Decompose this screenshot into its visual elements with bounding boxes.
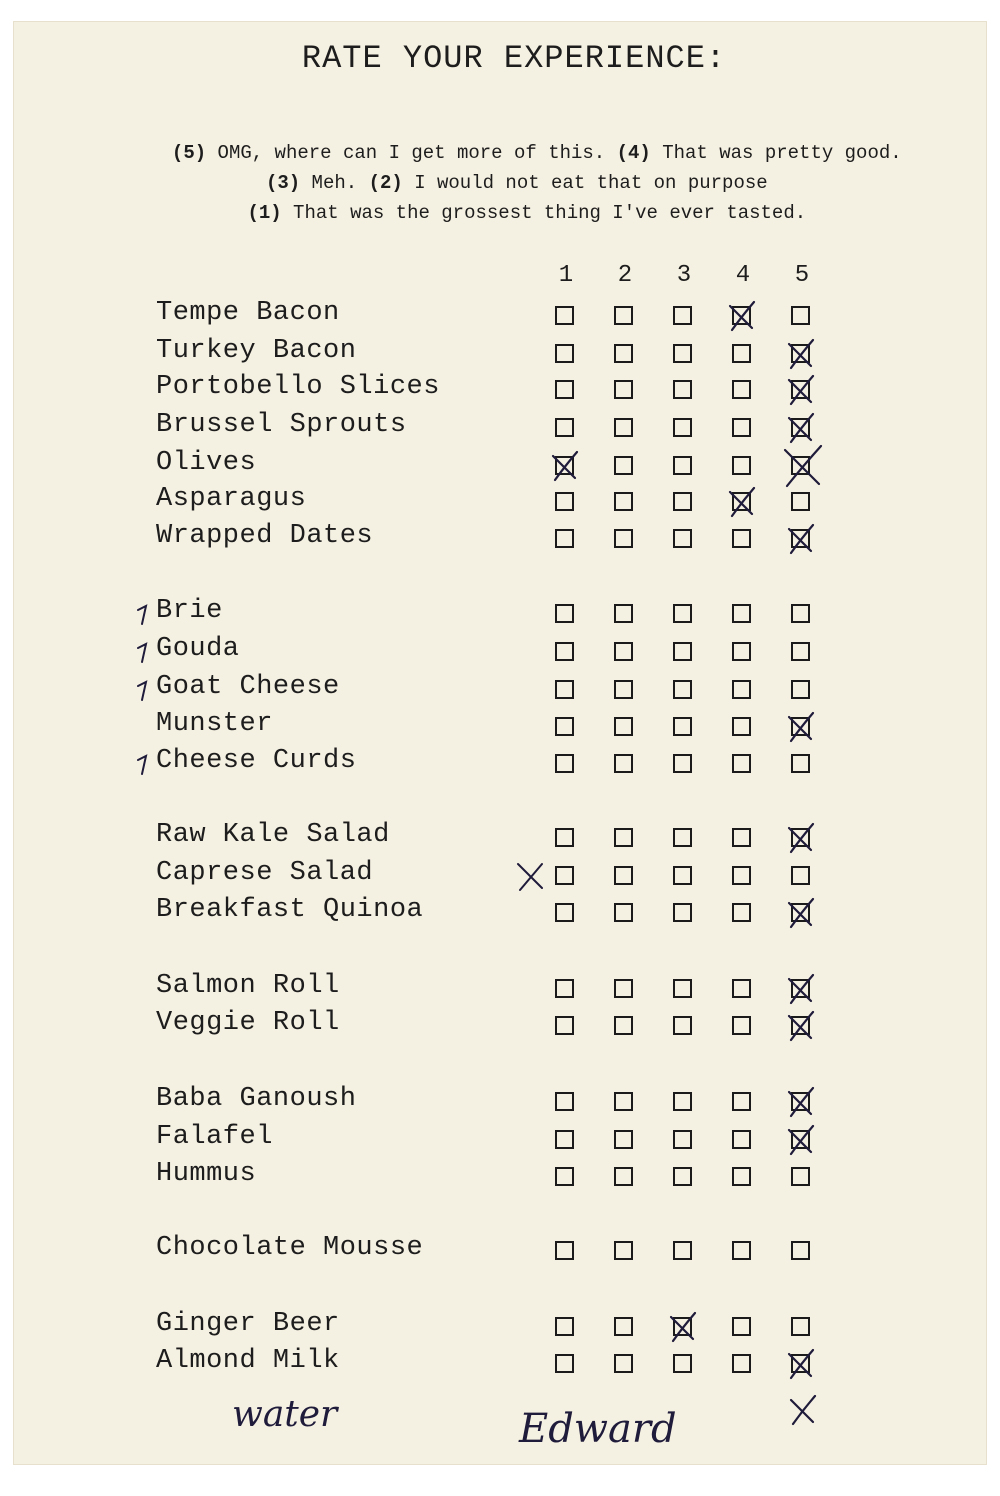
legend-4-number: (4) xyxy=(616,142,651,164)
handwritten-extra-item: water xyxy=(232,1394,338,1435)
item-label: Falafel xyxy=(156,1122,273,1152)
check-mark xyxy=(789,376,813,404)
item-label: Tempe Bacon xyxy=(156,298,340,328)
margin-tick-mark xyxy=(138,682,146,700)
check-mark xyxy=(789,1088,813,1116)
check-mark xyxy=(789,1126,813,1154)
item-label: Ginger Beer xyxy=(156,1309,340,1339)
legend-5-text: OMG, where can I get more of this. xyxy=(206,142,617,164)
check-mark xyxy=(789,414,813,442)
legend-1-number: (1) xyxy=(247,202,282,224)
check-mark xyxy=(789,340,813,368)
legend-4-text: That was pretty good. xyxy=(650,142,902,164)
legend-5-number: (5) xyxy=(171,142,207,164)
item-label: Almond Milk xyxy=(156,1346,340,1376)
item-label: Raw Kale Salad xyxy=(156,820,390,850)
item-label: Salmon Roll xyxy=(156,971,340,1001)
item-label: Caprese Salad xyxy=(156,858,374,888)
column-header-1: 1 xyxy=(558,262,574,289)
column-header-2: 2 xyxy=(617,262,633,289)
check-mark xyxy=(789,824,813,852)
check-mark xyxy=(730,302,754,330)
check-mark xyxy=(553,452,577,480)
check-mark xyxy=(789,713,813,741)
item-label: Goat Cheese xyxy=(156,672,340,702)
column-header-5: 5 xyxy=(794,262,810,289)
item-label: Veggie Roll xyxy=(156,1008,340,1038)
item-label: Cheese Curds xyxy=(156,746,357,776)
check-mark-scribble xyxy=(785,446,821,486)
item-label: Gouda xyxy=(156,634,240,664)
item-label: Hummus xyxy=(156,1159,257,1189)
item-label: Wrapped Dates xyxy=(156,521,374,551)
check-mark xyxy=(730,488,754,516)
margin-tick-mark xyxy=(138,606,146,624)
legend-3-text: Meh. xyxy=(300,172,369,194)
item-label: Portobello Slices xyxy=(156,372,440,402)
item-label: Chocolate Mousse xyxy=(156,1233,424,1263)
margin-tick-mark xyxy=(138,644,146,662)
item-label: Baba Ganoush xyxy=(156,1084,357,1114)
item-label: Munster xyxy=(156,709,273,739)
check-mark xyxy=(789,1012,813,1040)
legend-1-text: That was the grossest thing I've ever tasted. xyxy=(281,202,807,224)
extra-item-check-mark xyxy=(791,1396,815,1424)
legend-2-number: (2) xyxy=(368,172,403,194)
handwritten-name: Edward xyxy=(519,1406,677,1452)
item-label: Brie xyxy=(156,596,223,626)
margin-tick-mark xyxy=(138,756,146,774)
check-mark xyxy=(671,1313,695,1341)
item-label: Asparagus xyxy=(156,484,307,514)
column-header-3: 3 xyxy=(676,262,692,289)
card-title: RATE YOUR EXPERIENCE: xyxy=(301,40,727,77)
item-label: Turkey Bacon xyxy=(156,336,357,366)
check-mark xyxy=(789,899,813,927)
margin-tick-mark xyxy=(518,864,542,890)
item-label: Brussel Sprouts xyxy=(156,410,407,440)
rating-card xyxy=(14,22,986,1464)
check-mark xyxy=(789,975,813,1003)
legend-2-text: I would not eat that on purpose xyxy=(402,172,768,194)
handwritten-checkmarks xyxy=(14,22,986,1464)
check-mark xyxy=(789,525,813,553)
check-mark xyxy=(789,1350,813,1378)
item-label: Olives xyxy=(156,448,257,478)
column-header-4: 4 xyxy=(735,262,751,289)
item-label: Breakfast Quinoa xyxy=(156,895,424,925)
legend-3-number: (3) xyxy=(265,172,301,194)
